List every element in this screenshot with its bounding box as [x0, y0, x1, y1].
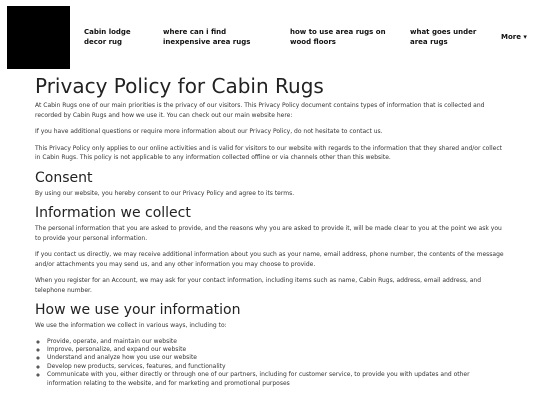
consent-heading: Consent: [35, 169, 93, 186]
use-heading: How we use your information: [35, 302, 241, 318]
collect-paragraph-1: The personal information that you are asked to provide, and the reasons why you are asked to provide it, will be made clear to you at the point we ask you to provide your personal information.: [35, 225, 502, 242]
collect-heading: Information we collect: [35, 205, 191, 221]
list-item: ◦ Communicate with you, either directly or through one of our partners, including for customer service, to provide you with updates and other information relating to the website, and for marketing and promotional purposes: [47, 371, 505, 388]
list-item: ◦ Understand and analyze how you use our website: [47, 354, 505, 362]
list-item: ◦ Improve, personalize, and expand our website: [47, 346, 505, 354]
nav-link-inexpensive-area-rugs[interactable]: where can i find inexpensive area rugs: [163, 28, 251, 46]
collect-paragraph-2: If you contact us directly, we may receive additional information about you such as your name, email address, phone number, the contents of the message and/or attachments you may send us, and any other information you may choose to provide.: [35, 251, 504, 268]
page-title: Privacy Policy for Cabin Rugs: [35, 74, 324, 98]
consent-paragraph: By using our website, you hereby consent to our Privacy Policy and agree to its terms.: [35, 189, 295, 197]
site-logo[interactable]: [7, 6, 70, 69]
privacy-policy-content: [35, 74, 505, 388]
contact-paragraph: If you have additional questions or require more information about our Privacy Policy, do not hesitate to contact us.: [35, 128, 383, 135]
list-item: ◦ Develop new products, services, features, and functionality: [47, 363, 505, 371]
use-intro-paragraph: We use the information we collect in various ways, including to:: [35, 322, 227, 329]
intro-paragraph: At Cabin Rugs one of our main priorities is the privacy of our visitors. This Privacy Policy document contains types of information that is collected and recorded by Cabin Rugs and how we use it. You can check out our main website here:: [35, 102, 485, 119]
scope-paragraph: This Privacy Policy only applies to our online activities and is valid for visitors to our website with regards to the information that they shared and/or collect in Cabin Rugs. This policy is not applicable to any information collected offline or via channels other than this website.: [35, 144, 502, 161]
use-list: [35, 338, 505, 388]
nav-link-what-goes-under-area-rugs[interactable]: what goes under area rugs: [410, 28, 477, 46]
more-menu-button[interactable]: More ▾: [501, 33, 527, 41]
nav-link-cabin-lodge-decor-rug[interactable]: Cabin lodge decor rug: [84, 28, 131, 46]
list-item: ◦ Provide, operate, and maintain our website: [47, 338, 505, 346]
collect-paragraph-3: When you register for an Account, we may ask for your contact information, including items such as name, Cabin Rugs, address, email address, and telephone number.: [35, 277, 482, 294]
top-navigation: [0, 0, 540, 68]
nav-link-area-rugs-on-wood-floors[interactable]: how to use area rugs on wood floors: [290, 28, 386, 46]
